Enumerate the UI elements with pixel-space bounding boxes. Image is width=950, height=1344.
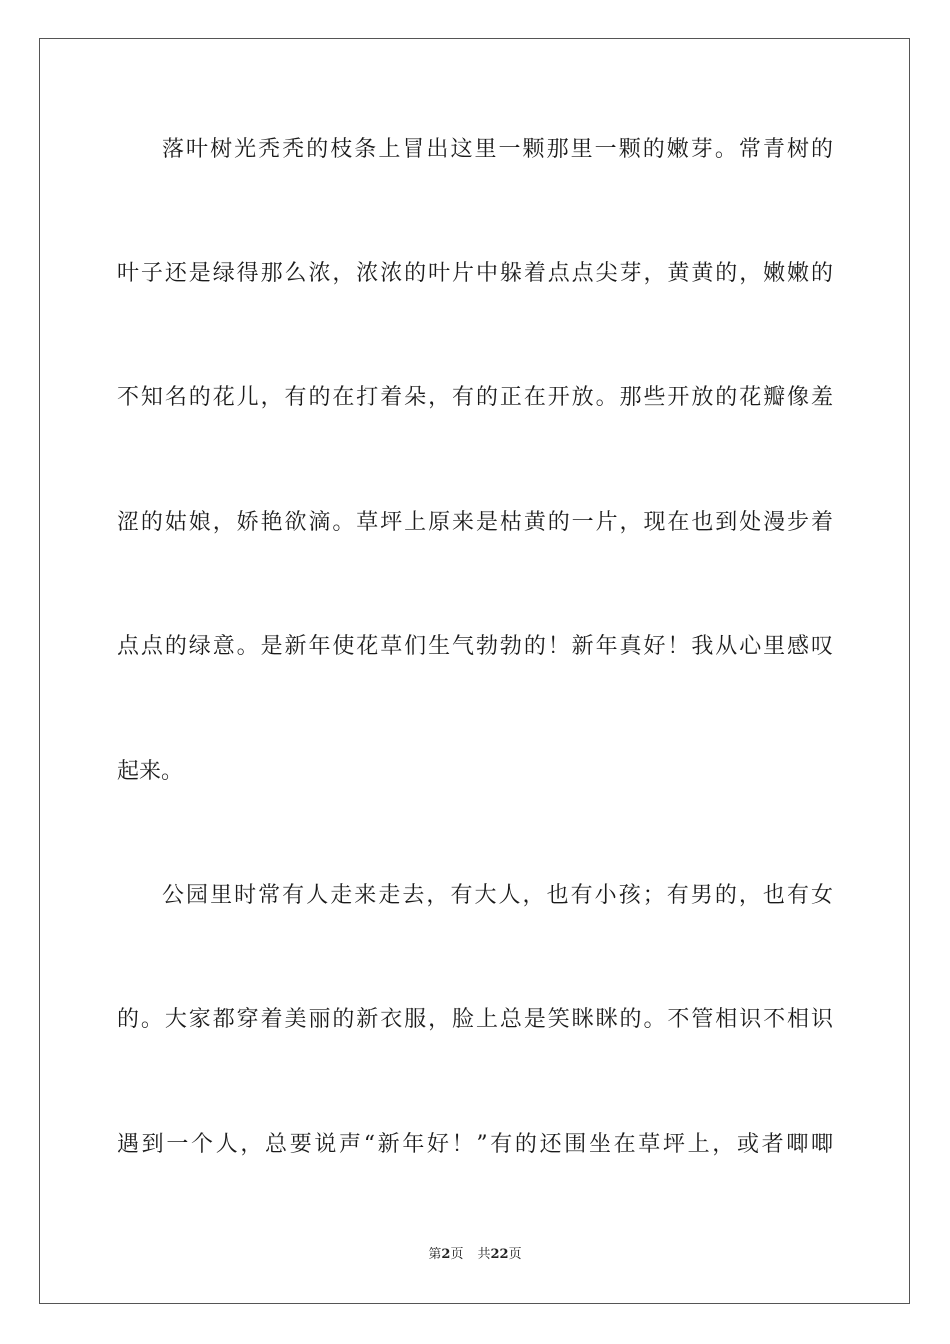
page-border [39,38,910,1304]
text-line-9: 遇到一个人，总要说声“新年好！”有的还围坐在草坪上，或者唧唧 [117,1132,833,1157]
total-prefix: 共 [477,1247,491,1262]
text-line-1: 落叶树光秃秃的枝条上冒出这里一颗那里一颗的嫩芽。常青树的 [162,137,833,162]
page-suffix: 页 [450,1247,464,1262]
text-line-3: 不知名的花儿，有的在打着朵，有的正在开放。那些开放的花瓣像羞 [117,385,833,410]
text-line-7: 公园里时常有人走来走去，有大人，也有小孩；有男的，也有女 [162,883,833,908]
page-number: 2 [441,1247,451,1262]
page-footer [0,1246,950,1264]
text-line-8: 的。大家都穿着美丽的新衣服，脸上总是笑眯眯的。不管相识不相识 [117,1007,833,1032]
text-line-2: 叶子还是绿得那么浓，浓浓的叶片中躲着点点尖芽，黄黄的，嫩嫩的 [117,261,833,286]
total-pages: 22 [490,1247,509,1262]
text-line-5: 点点的绿意。是新年使花草们生气勃勃的！新年真好！我从心里感叹 [117,634,833,659]
total-suffix: 页 [508,1247,522,1262]
page-prefix: 第 [428,1247,442,1262]
text-line-4: 涩的姑娘，娇艳欲滴。草坪上原来是枯黄的一片，现在也到处漫步着 [117,510,833,535]
text-line-6: 起来。 [117,759,184,784]
